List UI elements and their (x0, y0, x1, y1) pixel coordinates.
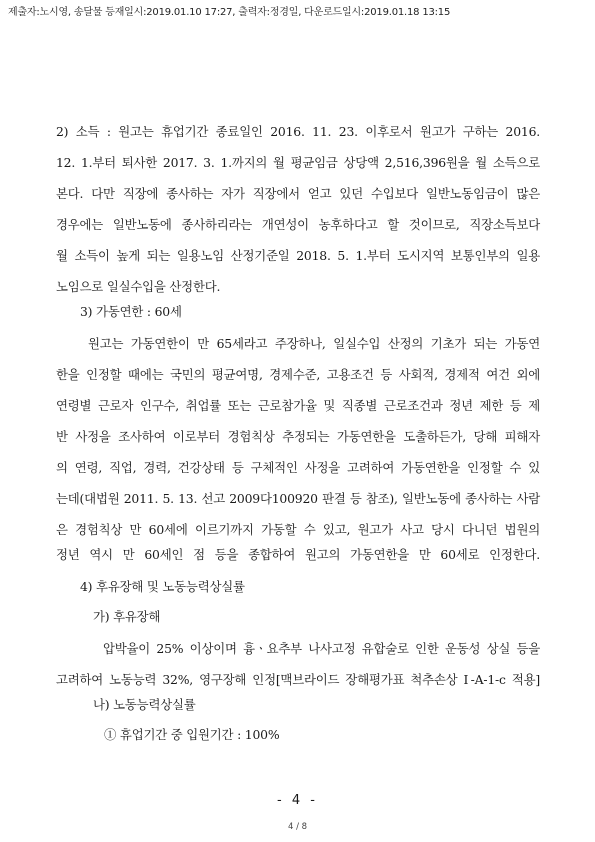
body-line: 2) 소득 : 원고는 휴업기간 종료일인 2016. 11. 23. 이후로서 원고가 구하는 2016. (56, 124, 540, 139)
section-heading: 4) 후유장해 및 노동능력상실률 (80, 579, 245, 594)
document-header: 제출자:노시영, 송달물 등재일시:2019.01.10 17:27, 출력자:정경일, 다운로드일시:2019.01.18 13:15 (8, 7, 451, 18)
body-line: 는데(대법원 2011. 5. 13. 선고 2009다100920 판결 등 참조), 일반노동에 종사하는 사람 (56, 491, 540, 506)
body-line: 노임으로 일실수입을 산정한다. (56, 279, 221, 294)
body-line: 반 사정을 조사하여 이로부터 경험칙상 추정되는 가동연한을 도출하든가, 당해 피해자 (56, 429, 540, 444)
body-line: 의 연령, 직업, 경력, 건강상태 등 구체적인 사정을 고려하여 가동연한을 인정할 수 있 (56, 460, 540, 475)
body-line: 고려하여 노동능력 32%, 영구장해 인정[맥브라이드 장해평가표 척추손상 Ⅰ-A-1-c 적용] (56, 672, 540, 687)
section-heading: 3) 가동연한 : 60세 (80, 304, 182, 319)
body-line: 압박율이 25% 이상이며 흉ㆍ요추부 나사고정 유합술로 인한 운동성 상실 등을 (103, 641, 540, 656)
list-item: ① 휴업기간 중 입원기간 : 100% (104, 727, 280, 742)
body-line: 12. 1.부터 퇴사한 2017. 3. 1.까지의 월 평균임금 상당액 2,516,396원을 월 소득으로 (56, 155, 540, 170)
body-line: 연령별 근로자 인구수, 취업률 또는 근로참가율 및 직종별 근로조건과 정년 제한 등 제 (56, 398, 540, 413)
body-line: 경우에는 일반노동에 종사하리라는 개연성이 농후하다고 할 것이므로, 직장소득보다 (56, 217, 540, 232)
body-line: 정년 역시 만 60세인 점 등을 종합하여 원고의 가동연한을 만 60세로 인정한다. (56, 547, 540, 562)
body-line: 은 경험칙상 만 60세에 이르기까지 가동할 수 있고, 원고가 사고 당시 다니던 법원의 (56, 522, 540, 537)
page-footer: 4 / 8 (287, 822, 308, 832)
body-line: 원고는 가동연한이 만 65세라고 주장하나, 일실수입 산정의 기초가 되는 가동연 (88, 336, 540, 351)
body-line: 월 소득이 높게 되는 일용노임 산정기준일 2018. 5. 1.부터 도시지역 보통인부의 일용 (56, 248, 540, 263)
body-line: 본다. 다만 직장에 종사하는 자가 직장에서 얻고 있던 수입보다 일반노동임금이 많은 (56, 186, 540, 201)
subsection-heading: 가) 후유장해 (93, 609, 161, 624)
body-line: 한을 인정할 때에는 국민의 평균여명, 경제수준, 고용조건 등 사회적, 경제적 여건 외에 (56, 367, 540, 382)
subsection-heading: 나) 노동능력상실률 (93, 697, 196, 712)
page-number: - 4 - (277, 793, 318, 808)
